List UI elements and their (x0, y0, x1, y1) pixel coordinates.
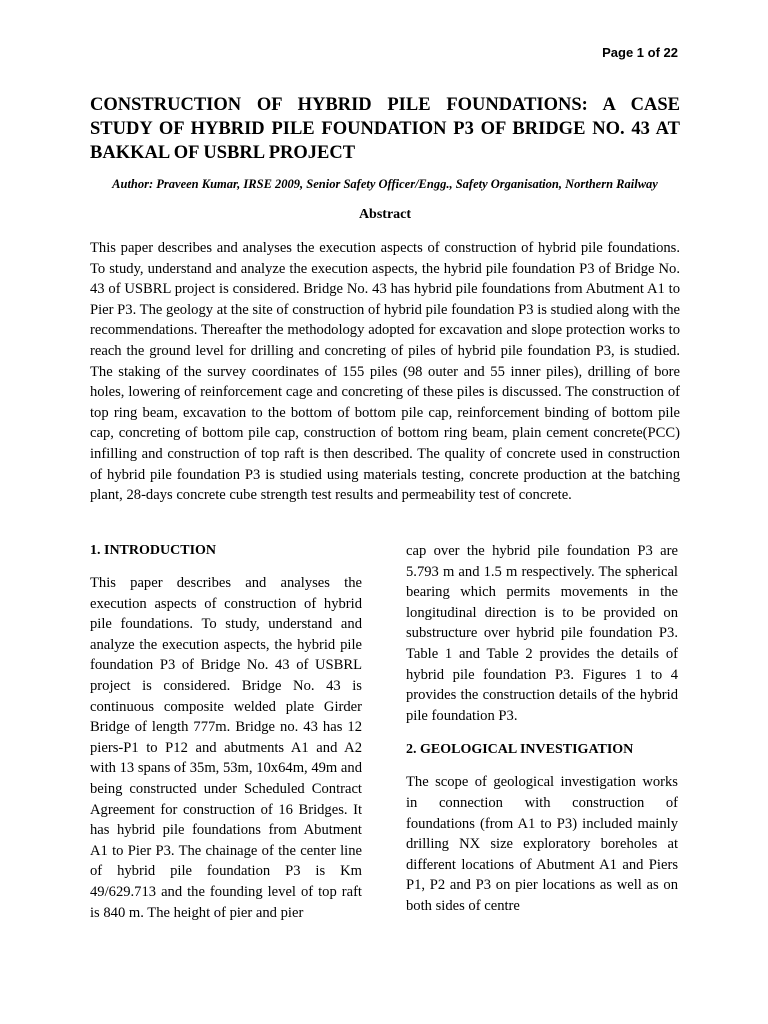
geological-heading: 2. GEOLOGICAL INVESTIGATION (406, 742, 634, 758)
page-number: Page 1 of 22 (602, 45, 678, 60)
paper-title: CONSTRUCTION OF HYBRID PILE FOUNDATIONS: A CASE STUDY OF HYBRID PILE FOUNDATION P3 OF BRIDGE NO. 43 AT BAKKAL OF USBRL PROJECT (90, 95, 680, 163)
introduction-paragraph: This paper describes and analyses the execution aspects of construction of hybrid pile foundations. To study, understand and analyze the execution aspects, the hybrid pile foundation P3 of Bridge No. 43 of USBRL project is considered. Bridge No. 43 is continuous composite welded plate Girder Bridge of length 777m. Bridge no. 43 has 12 piers-P1 to P12 and abutments A1 and A2 with 13 spans of 35m, 53m, 10x64m, 49m and being constructed under Scheduled Contract Agreement for construction of 16 Bridges. It has hybrid pile foundations from Abutment A1 to Pier P3. The chainage of the center line of hybrid pile foundation P3 is Km 49/629.713 and the founding level of top raft is 840 m. The height of pier and pier (90, 575, 363, 921)
left-column (90, 541, 362, 941)
author-line: Author: Praveen Kumar, IRSE 2009, Senior Safety Officer/Engg., Safety Organisation, Northern Railway (112, 177, 658, 191)
introduction-continuation: cap over the hybrid pile foundation P3 are 5.793 m and 1.5 m respectively. The spherical bearing which permits movements in the longitudinal direction is to be provided on substructure over hybrid pile foundation P3. Table 1 and Table 2 provides the details of hybrid pile foundation P3. Figures 1 to 4 provides the construction details of the hybrid pile foundation P3. (406, 543, 678, 724)
abstract-heading: Abstract (358, 207, 412, 222)
geological-paragraph: The scope of geological investigation works in connection with construction of foundations (from A1 to P3) included mainly drilling NX size exploratory boreholes at different locations of Abutment A1 and Piers P1, P2 and P3 on pier locations as well as on both sides of centre (406, 774, 678, 914)
introduction-heading: 1. INTRODUCTION (90, 543, 217, 558)
right-column (406, 541, 678, 935)
abstract-text: This paper describes and analyses the execution aspects of construction of hybrid pile foundations. To study, understand and analyze the execution aspects, the hybrid pile foundation P3 of Bridge No. 43 of USBRL project is considered. Bridge No. 43 has hybrid pile foundations from Abutment A1 to Pier P3. The geology at the site of construction of hybrid pile foundation P3 is studied along with the recommendations. Thereafter the methodology adopted for excavation and slope protection works to reach the ground level for drilling and concreting of piles of hybrid pile foundation P3, is studied. The staking of the survey coordinates of 155 piles (98 outer and 55 inner piles), drilling of bore holes, lowering of reinforcement cage and concreting of these piles is discussed. The construction of top ring beam, excavation to the bottom of bottom pile cap, reinforcement binding of bottom pile cap, concreting of bottom pile cap, construction of bottom ring beam, plain cement concrete(PCC) infilling and construction of top raft is then described. The quality of concrete used in construction of hybrid pile foundation P3 is studied using materials testing, concrete production at the batching plant, 28-days concrete cube strength test results and permeability test of concrete. (90, 240, 680, 504)
